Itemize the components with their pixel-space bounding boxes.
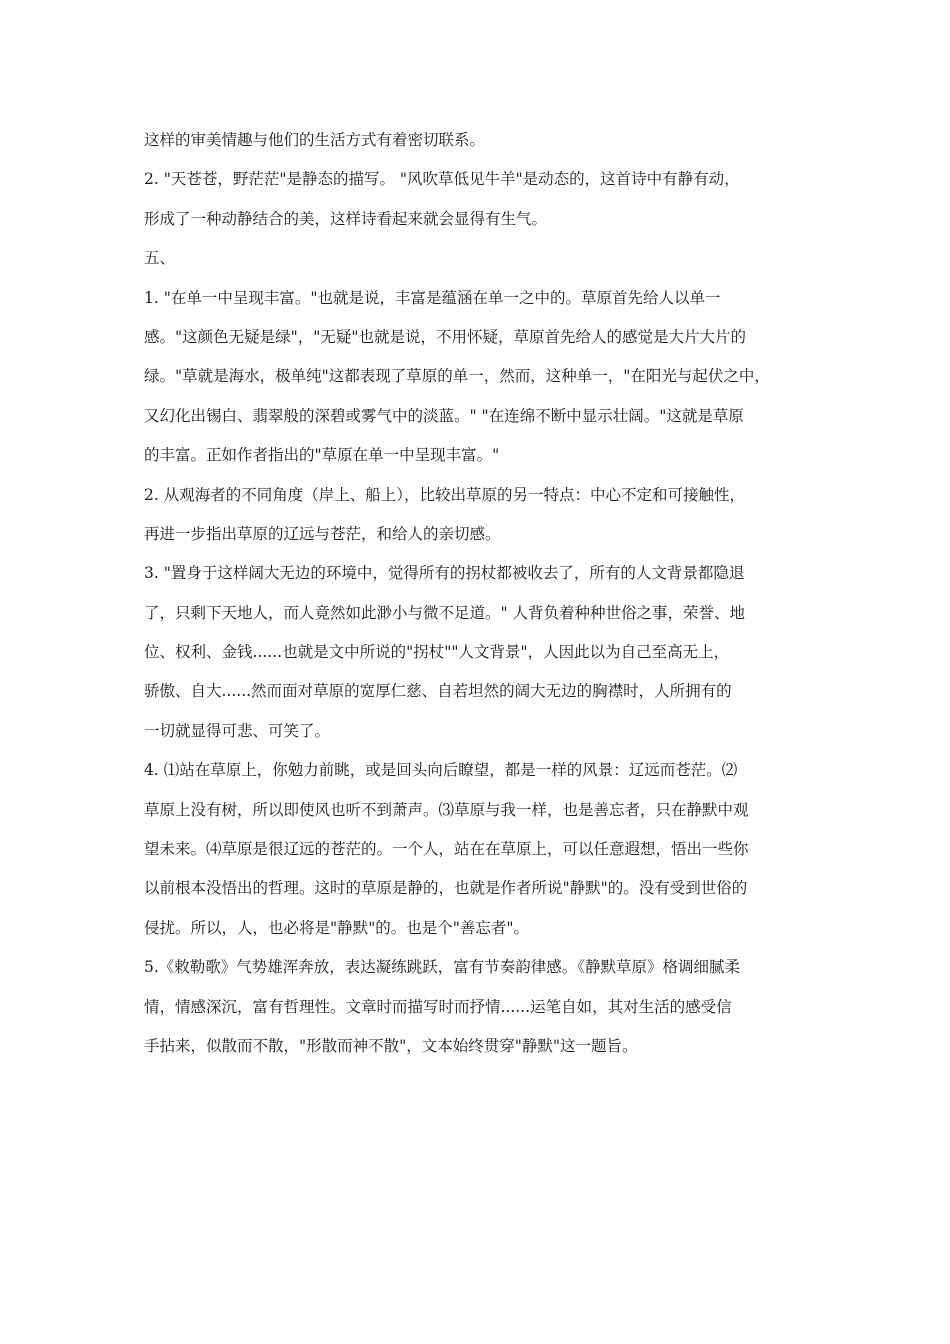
text-line: 再进一步指出草原的辽远与苍茫，和给人的亲切感。 (144, 524, 501, 543)
text-line: 感。"这颜色无疑是绿"，"无疑"也就是说，不用怀疑，草原首先给人的感觉是大片大片的 (144, 327, 747, 346)
text-line: 手拈来，似散而不散，"形散而神不散"，文本始终贯穿"静默"这一题旨。 (144, 1036, 638, 1055)
text-line: 侵扰。所以，人，也必将是"静默"的。也是个"善忘者"。 (144, 918, 530, 937)
text-line: 一切就显得可悲、可笑了。 (144, 721, 331, 740)
text-line: 2. 从观海者的不同角度（岸上、船上），比较出草原的另一特点：中心不定和可接触性， (144, 485, 745, 504)
text-line: 位、权利、金钱......也就是文中所说的"拐杖""人文背景"，人因此以为自己至高无上， (144, 643, 730, 662)
text-line: 这样的审美情趣与他们的生活方式有着密切联系。 (144, 131, 486, 149)
answer-text-body (144, 121, 820, 1066)
text-line: 了，只剩下天地人，而人竟然如此渺小与微不足道。" 人背负着种种世俗之事，荣誉、地 (144, 603, 746, 622)
text-line: 4. ⑴站在草原上，你勉力前眺，或是回头向后瞭望，都是一样的风景：辽远而苍茫。⑵ (144, 761, 738, 780)
text-line: 骄傲、自大......然而面对草原的宽厚仁慈、自若坦然的阔大无边的胸襟时，人所拥有的 (144, 682, 732, 701)
text-line: 又幻化出锡白、翡翠般的深碧或雾气中的淡蓝。" "在连绵不断中显示壮阔。"这就是草原 (144, 406, 744, 425)
section-heading: 五、 (144, 249, 176, 268)
text-line: 形成了一种动静结合的美，这样诗看起来就会显得有生气。 (144, 209, 548, 228)
text-line: 2. "天苍苍，野茫茫"是静态的描写。 "风吹草低见牛羊"是动态的，这首诗中有静有动， (144, 170, 740, 189)
text-line: 的丰富。正如作者指出的"草原在单一中呈现丰富。" (144, 446, 500, 465)
text-line: 5.《敕勒歌》气势雄浑奔放，表达凝练跳跃，富有节奏韵律感。《静默草原》格调细腻柔 (144, 958, 741, 977)
text-line: 草原上没有树，所以即使风也听不到萧声。⑶草原与我一样，也是善忘者，只在静默中观 (144, 800, 749, 819)
text-line: 以前根本没悟出的哲理。这时的草原是静的，也就是作者所说"静默"的。没有受到世俗的 (144, 879, 748, 898)
text-line: 望未来。⑷草原是很辽远的苍茫的。一个人，站在在草原上，可以任意遐想，悟出一些你 (144, 840, 749, 859)
text-line: 3. "置身于这样阔大无边的环境中，觉得所有的拐杖都被收去了，所有的人文背景都隐退 (144, 564, 745, 583)
text-line: 情，情感深沉，富有哲理性。文章时而描写时而抒情......运笔自如，其对生活的感受信 (144, 997, 732, 1016)
text-line: 绿。"草就是海水，极单纯"这都表现了草原的单一，然而，这种单一，"在阳光与起伏之中， (144, 367, 770, 386)
text-line: 1. "在单一中呈现丰富。"也就是说，丰富是蕴涵在单一之中的。草原首先给人以单一 (144, 288, 721, 307)
